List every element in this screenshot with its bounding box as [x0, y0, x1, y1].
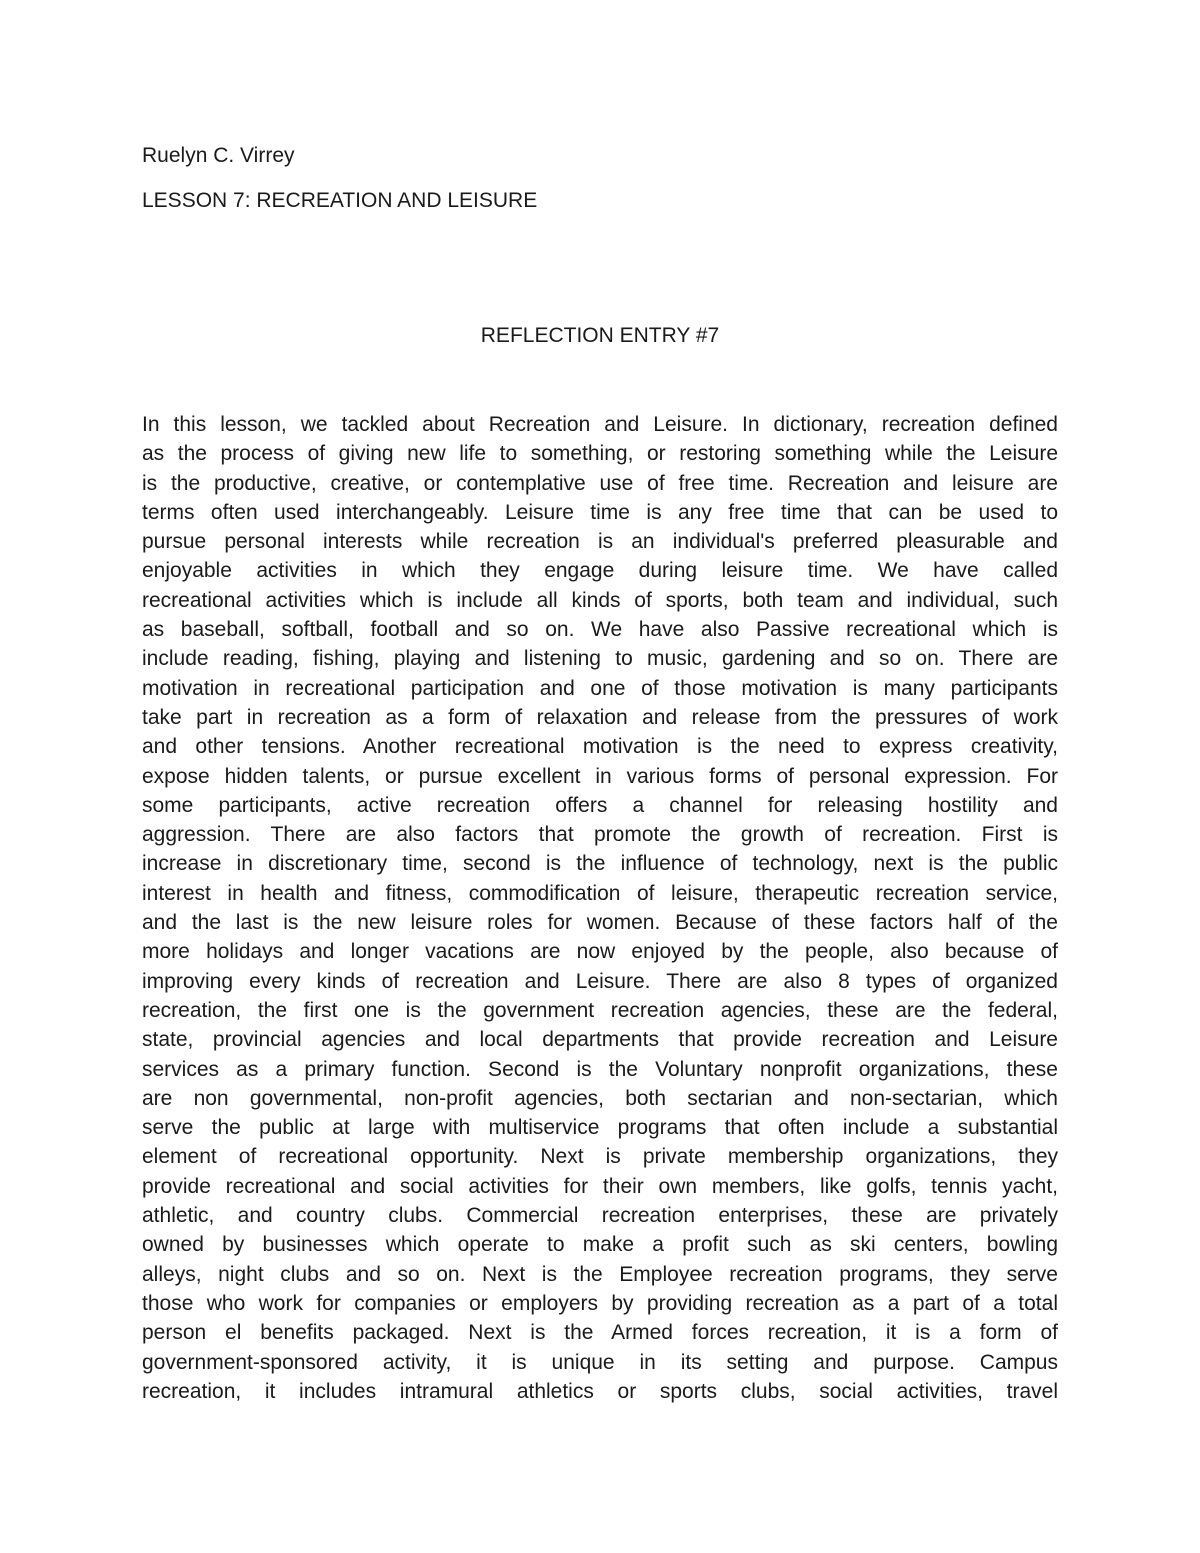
body-line: recreation, it includes intramural athletics or sports clubs, social activities, travel	[142, 1379, 1058, 1403]
body-line: and other tensions. Another recreational motivation is the need to express creativity,	[142, 735, 1058, 759]
lesson-heading: LESSON 7: RECREATION AND LEISURE	[142, 189, 538, 212]
body-line: In this lesson, we tackled about Recreation and Leisure. In dictionary, recreation defined	[142, 413, 1058, 436]
body-line: owned by businesses which operate to make a profit such as ski centers, bowling	[142, 1233, 1058, 1257]
body-line: person el benefits packaged. Next is the Armed forces recreation, it is a form of	[142, 1321, 1058, 1345]
reflection-body	[142, 410, 1058, 1406]
body-line: government-sponsored activity, it is unique in its setting and purpose. Campus	[142, 1350, 1058, 1374]
body-line: state, provincial agencies and local departments that provide recreation and Leisure	[142, 1028, 1058, 1052]
body-line: element of recreational opportunity. Next is private membership organizations, they	[142, 1145, 1058, 1169]
body-line: athletic, and country clubs. Commercial recreation enterprises, these are privately	[142, 1204, 1058, 1228]
body-line: alleys, night clubs and so on. Next is the Employee recreation programs, they serve	[142, 1262, 1058, 1286]
body-line: as baseball, softball, football and so on. We have also Passive recreational which is	[142, 618, 1058, 642]
body-line: aggression. There are also factors that promote the growth of recreation. First is	[142, 823, 1058, 847]
body-line: take part in recreation as a form of relaxation and release from the pressures of work	[142, 705, 1058, 729]
body-line: enjoyable activities in which they engage during leisure time. We have called	[142, 559, 1058, 583]
body-line: more holidays and longer vacations are now enjoyed by the people, also because of	[142, 940, 1058, 964]
body-line: is the productive, creative, or contemplative use of free time. Recreation and leisure are	[142, 471, 1058, 495]
body-line: include reading, fishing, playing and listening to music, gardening and so on. There are	[142, 647, 1058, 671]
entry-title: REFLECTION ENTRY #7	[480, 324, 720, 347]
body-line: as the process of giving new life to something, or restoring something while the Leisure	[142, 442, 1058, 466]
body-line: those who work for companies or employers by providing recreation as a part of a total	[142, 1291, 1058, 1315]
author-name: Ruelyn C. Virrey	[142, 144, 295, 167]
body-line: are non governmental, non-profit agencies, both sectarian and non-sectarian, which	[142, 1086, 1058, 1110]
body-line: pursue personal interests while recreation is an individual's preferred pleasurable and	[142, 530, 1058, 554]
body-line: and the last is the new leisure roles for women. Because of these factors half of the	[142, 911, 1058, 935]
body-line: motivation in recreational participation and one of those motivation is many participants	[142, 676, 1058, 700]
body-line: services as a primary function. Second is the Voluntary nonprofit organizations, these	[142, 1057, 1058, 1081]
body-line: provide recreational and social activities for their own members, like golfs, tennis yacht,	[142, 1174, 1058, 1198]
body-line: some participants, active recreation offers a channel for releasing hostility and	[142, 793, 1058, 817]
body-line: increase in discretionary time, second is the influence of technology, next is the public	[142, 852, 1058, 876]
body-line: interest in health and fitness, commodification of leisure, therapeutic recreation service,	[142, 881, 1058, 905]
body-line: improving every kinds of recreation and Leisure. There are also 8 types of organized	[142, 969, 1058, 993]
body-line: recreational activities which is include all kinds of sports, both team and individual, such	[142, 588, 1058, 612]
body-line: recreation, the first one is the government recreation agencies, these are the federal,	[142, 998, 1058, 1022]
body-line: expose hidden talents, or pursue excellent in various forms of personal expression. For	[142, 764, 1058, 788]
body-line: terms often used interchangeably. Leisure time is any free time that can be used to	[142, 500, 1058, 524]
body-line: serve the public at large with multiservice programs that often include a substantial	[142, 1116, 1058, 1140]
